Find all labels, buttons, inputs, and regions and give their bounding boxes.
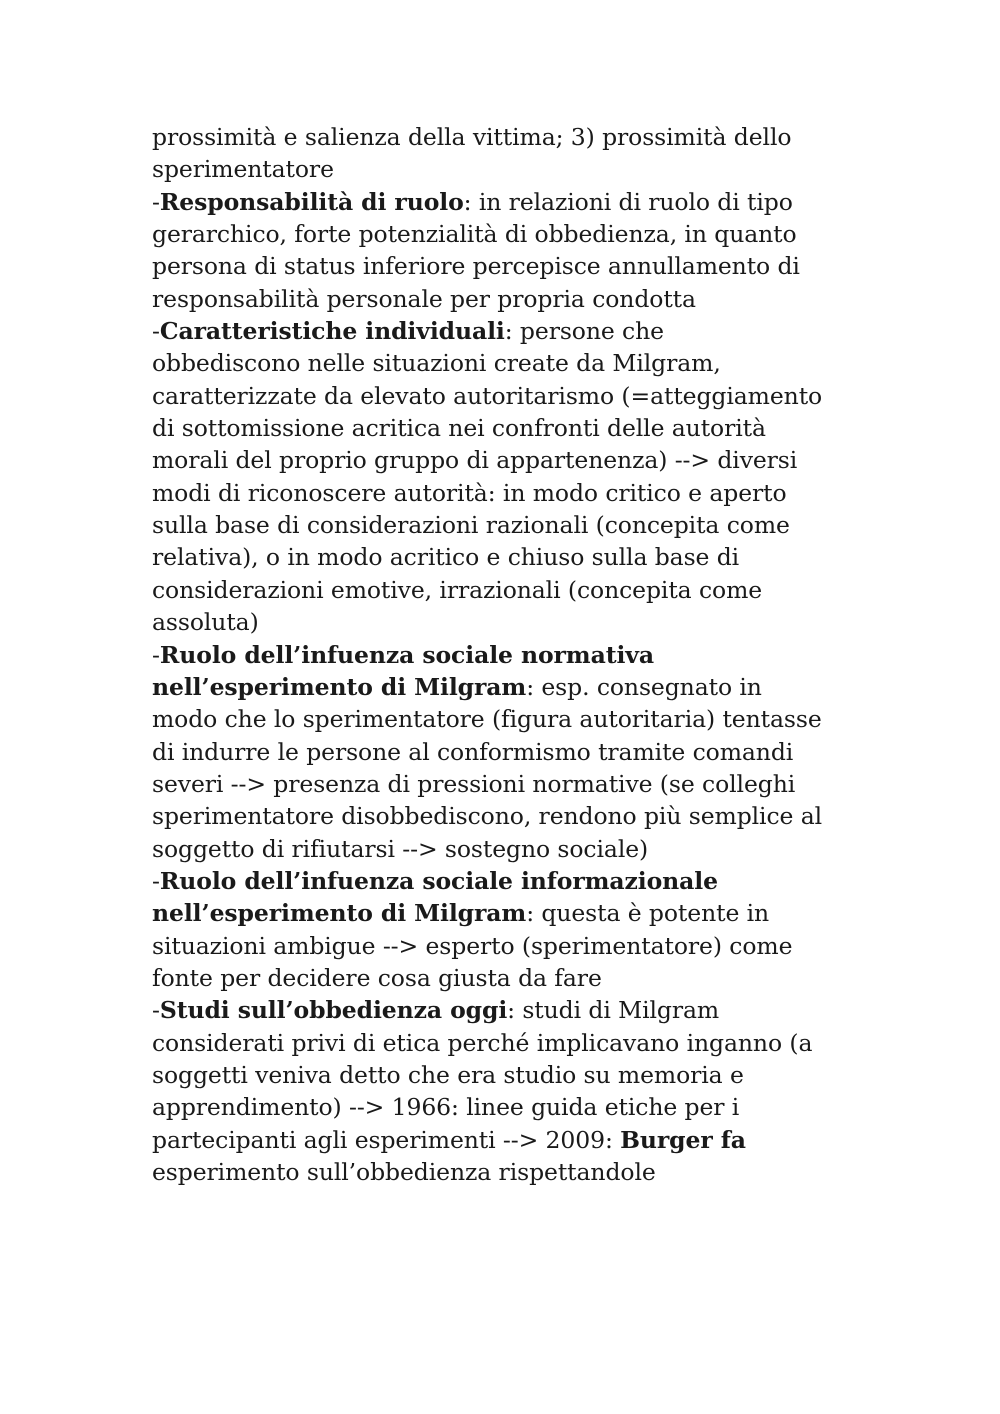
text-run: assoluta) [152, 608, 259, 637]
text-line [152, 444, 838, 476]
text-line [152, 962, 838, 994]
text-run: - [152, 866, 160, 895]
text-line [152, 250, 838, 282]
bold-text-run: nell’esperimento di Milgram [152, 899, 527, 928]
text-line [152, 639, 838, 671]
text-run: : studi di Milgram [507, 996, 720, 1025]
text-line [152, 380, 838, 412]
text-line [152, 1091, 838, 1123]
text-line [152, 1156, 838, 1188]
text-run: - [152, 996, 160, 1025]
text-line [152, 477, 838, 509]
text-run: modo che lo sperimentatore (figura autoritaria) tentasse [152, 705, 822, 734]
text-line [152, 703, 838, 735]
text-run: relativa), o in modo acritico e chiuso sulla base di [152, 543, 740, 572]
text-run: persona di status inferiore percepisce annullamento di [152, 252, 800, 281]
text-line [152, 412, 838, 444]
bold-text-run: nell’esperimento di Milgram [152, 672, 527, 701]
text-run: gerarchico, forte potenzialità di obbedienza, in quanto [152, 220, 797, 249]
text-run: modi di riconoscere autorità: in modo critico e aperto [152, 478, 787, 507]
text-line [152, 218, 838, 250]
text-line [152, 865, 838, 897]
text-run: - [152, 187, 160, 216]
text-line [152, 186, 838, 218]
text-run: partecipanti agli esperimenti --> 2009: [152, 1125, 621, 1154]
text-line [152, 671, 838, 703]
text-run: : questa è potente in [526, 899, 770, 928]
text-run: apprendimento) --> 1966: linee guida etiche per i [152, 1093, 740, 1122]
text-line [152, 833, 838, 865]
document-page [152, 121, 838, 1188]
text-run: considerazioni emotive, irrazionali (concepita come [152, 575, 763, 604]
text-run: : esp. consegnato in [526, 672, 762, 701]
text-line [152, 153, 838, 185]
text-line [152, 509, 838, 541]
text-line [152, 897, 838, 929]
text-run: - [152, 640, 160, 669]
text-line [152, 1124, 838, 1156]
text-run: obbediscono nelle situazioni create da Milgram, [152, 349, 721, 378]
text-run: : in relazioni di ruolo di tipo [463, 187, 793, 216]
text-run: caratterizzate da elevato autoritarismo (=atteggiamento [152, 381, 823, 410]
text-run: sulla base di considerazioni razionali (concepita come [152, 511, 790, 540]
text-run: responsabilità personale per propria condotta [152, 284, 696, 313]
text-run: sperimentatore [152, 155, 334, 184]
text-run: esperimento sull’obbedienza rispettandole [152, 1158, 656, 1186]
text-run: prossimità e salienza della vittima; 3) prossimità dello [152, 123, 792, 151]
text-run: fonte per decidere cosa giusta da fare [152, 963, 602, 992]
text-line [152, 315, 838, 347]
bold-text-run: Studi sull’obbedienza oggi [159, 996, 508, 1025]
text-line [152, 736, 838, 768]
text-run: severi --> presenza di pressioni normative (se colleghi [152, 769, 796, 798]
bold-text-run: Ruolo dell’infuenza sociale normativa [159, 640, 654, 669]
text-line [152, 800, 838, 832]
text-run: sperimentatore disobbediscono, rendono più semplice al [152, 802, 823, 831]
text-line [152, 283, 838, 315]
text-line [152, 994, 838, 1026]
text-run: soggetti veniva detto che era studio su memoria e [152, 1060, 744, 1089]
bold-text-run: Caratteristiche individuali [159, 317, 505, 346]
text-line [152, 768, 838, 800]
text-line [152, 930, 838, 962]
bold-text-run: Responsabilità di ruolo [159, 187, 464, 216]
text-run: - [152, 317, 160, 346]
text-line [152, 606, 838, 638]
text-line [152, 121, 838, 153]
text-run: di indurre le persone al conformismo tramite comandi [152, 737, 794, 766]
text-line [152, 541, 838, 573]
text-run: considerati privi di etica perché implicavano inganno (a [152, 1028, 813, 1057]
text-run: situazioni ambigue --> esperto (sperimentatore) come [152, 931, 793, 960]
text-line [152, 1059, 838, 1091]
text-run: : persone che [504, 317, 664, 346]
bold-text-run: Burger fa [620, 1125, 746, 1154]
text-run: soggetto di rifiutarsi --> sostegno sociale) [152, 834, 649, 863]
text-line [152, 347, 838, 379]
bold-text-run: Ruolo dell’infuenza sociale informazionale [159, 866, 718, 895]
text-run: morali del proprio gruppo di appartenenza) --> diversi [152, 446, 798, 475]
text-line [152, 574, 838, 606]
text-run: di sottomissione acritica nei confronti delle autorità [152, 414, 766, 443]
text-line [152, 1027, 838, 1059]
